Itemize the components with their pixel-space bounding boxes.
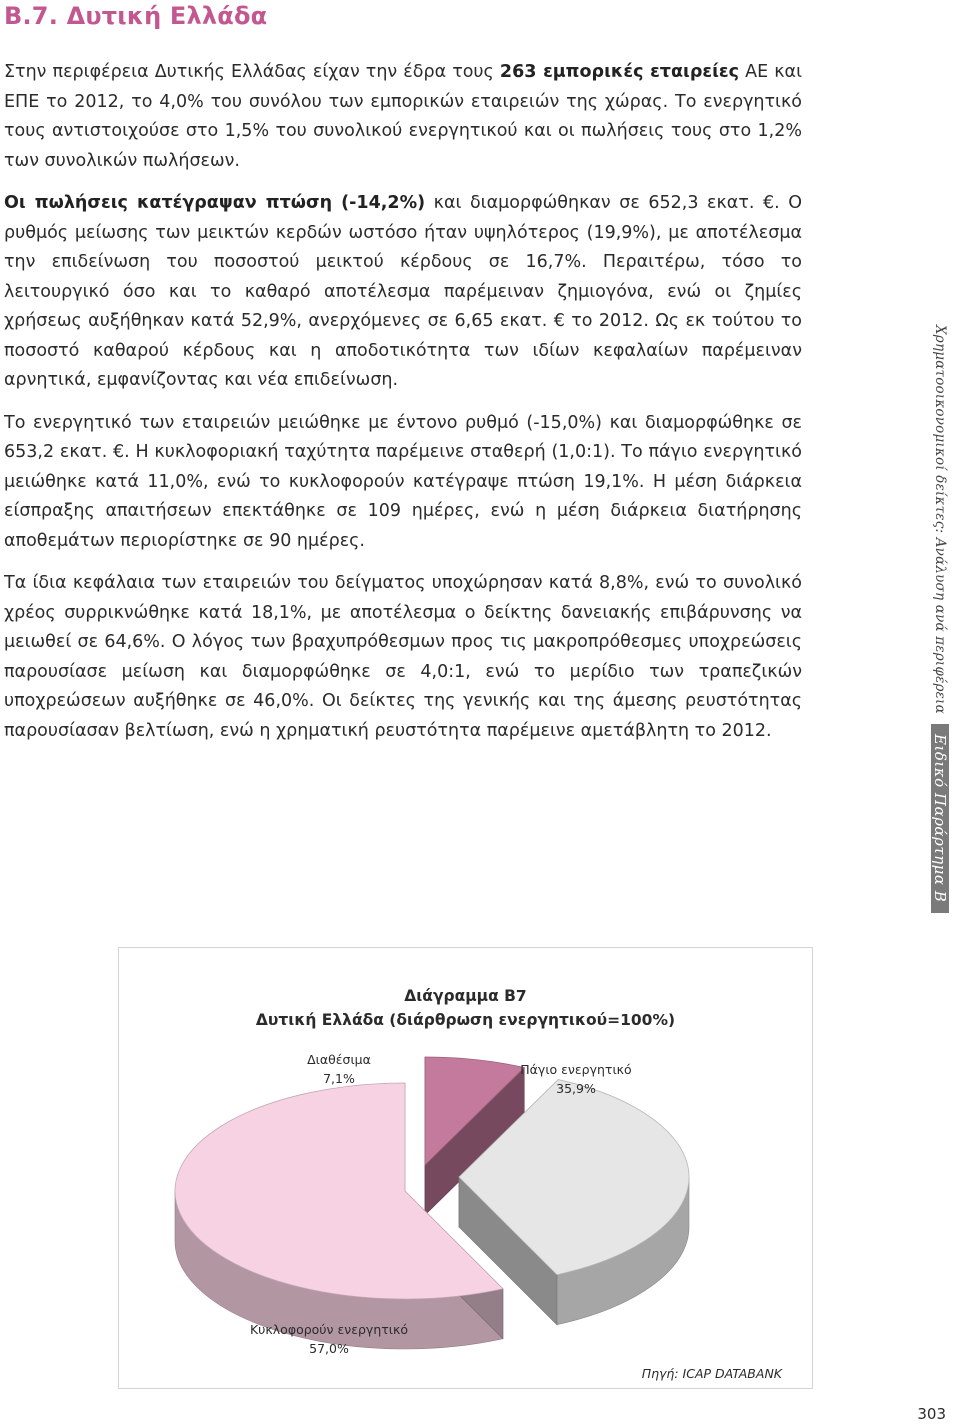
slice-label-current-value: 57,0% — [309, 1341, 349, 1356]
paragraph-intro-end: ΑΕ και ΕΠΕ το 2012, το 4,0% του συνόλου των εμπορικών εταιρειών της χώρας. Το ενεργητικό τους αντιστοιχούσε στο 1,5% του συνολικού ενεργητικού και οι πωλήσεις τους στο 1,2% των συνολικών πωλήσεων. — [4, 62, 803, 171]
sales-highlight: Οι πωλήσεις κατέγραψαν πτώση (-14,2%) — [4, 193, 426, 213]
chart-subtitle: Δυτική Ελλάδα (διάρθρωση ενεργητικού=100%) — [255, 1011, 676, 1029]
slice-label-cash-name: Διαθέσιμα — [307, 1052, 371, 1067]
slice-label-cash-value: 7,1% — [323, 1071, 355, 1086]
section-title: B.7. Δυτική Ελλάδα — [4, 2, 268, 30]
paragraph-intro — [4, 58, 802, 176]
pie-chart-panel — [118, 947, 813, 1389]
chart-source: Πηγή: ICAP DATABANK — [641, 1366, 782, 1381]
side-appendix-label: Ειδικό Παράρτημα Β — [931, 724, 949, 912]
side-running-header — [925, 325, 949, 903]
paragraph-intro-start: Στην περιφέρεια Δυτικής Ελλάδας είχαν την έδρα τους — [4, 62, 500, 82]
slice-label-fixed-value: 35,9% — [556, 1081, 596, 1096]
body-text — [4, 58, 802, 759]
side-chapter-label: Χρηματοοικονομικοί δείκτες: Ανάλυση ανά περιφέρεια — [932, 325, 948, 714]
paragraph-assets: Το ενεργητικό των εταιρειών μειώθηκε με έντονο ρυθμό (-15,0%) και διαμορφώθηκε σε 653,2 εκατ. €. Η κυκλοφοριακή ταχύτητα παρέμεινε σταθερή (1,0:1). Το πάγιο ενεργητικό μειώθηκε κατά 11,0%, ενώ το κυκλοφορούν κατέγραψε πτώση 19,1%. Η μέση διάρκεια είσπραξης απαιτήσεων επεκτάθηκε σε 109 ημέρες, ενώ η μέση διάρκεια διατήρησης αποθεμάτων περιορίστηκε σε 90 ημέρες. — [4, 412, 802, 551]
slice-label-current — [229, 1320, 429, 1358]
pie-chart — [119, 948, 812, 1388]
slice-label-current-name: Κυκλοφορούν ενεργητικό — [249, 1322, 409, 1337]
slice-label-cash — [289, 1050, 389, 1088]
chart-title: Διάγραμμα Β7 — [404, 987, 527, 1005]
page-number: 303 — [917, 1405, 946, 1423]
company-count-highlight: 263 εμπορικές εταιρείες — [499, 62, 740, 82]
slice-label-fixed-name: Πάγιο ενεργητικό — [520, 1062, 632, 1077]
paragraph-sales-text: και διαμορφώθηκαν σε 652,3 εκατ. €. Ο ρυθμός μείωσης των μεικτών κερδών ωστόσο ήταν υψηλότερος (19,9%), με αποτέλεσμα την επιδείνωση του ποσοστού μεικτού κέρδους σε 16,7%. Περαιτέρω, τόσο το λειτουργικό όσο και το καθαρό αποτέλεσμα παρέμειναν ζημιογόνα, ενώ οι ζημίες χρήσεως αυξήθηκαν κατά 52,9%, ανερχόμενες σε 6,65 εκατ. € το 2012. Ως εκ τούτου το ποσοστό καθαρού κέρδους και η αποδοτικότητα των ιδίων κεφαλαίων παρέμειναν αρνητικά, εμφανίζοντας και νέα επιδείνωση. — [4, 193, 802, 390]
paragraph-sales — [4, 189, 802, 396]
paragraph-equity: Τα ίδια κεφάλαια των εταιρειών του δείγματος υποχώρησαν κατά 8,8%, ενώ το συνολικό χρέος συρρικνώθηκε κατά 18,1%, με αποτέλεσμα ο δείκτης δανειακής επιβάρυνσης να μειωθεί σε 64,6%. Ο λόγος των βραχυπρόθεσμων προς τις μακροπρόθεσμες υποχρεώσεις παρουσίασε μείωση και διαμορφώθηκε σε 4,0:1, ενώ το μερίδιο των τραπεζικών υποχρεώσεων αυξήθηκε σε 46,0%. Οι δείκτες της γενικής και της άμεσης ρευστότητας παρουσίασαν βελτίωση, ενώ η χρηματική ρευστότητα παρέμεινε αμετάβλητη το 2012. — [4, 573, 802, 741]
slice-label-fixed — [501, 1060, 651, 1098]
